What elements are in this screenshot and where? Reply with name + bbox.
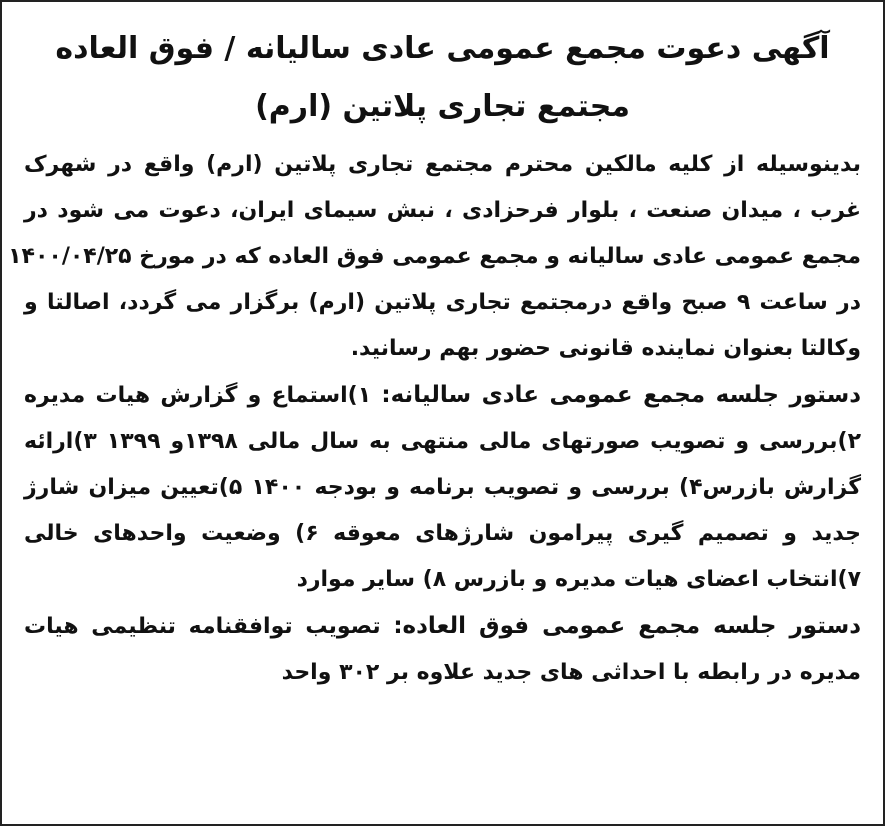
intro-line: در ساعت ۹ صبح واقع درمجتمع تجاری پلاتین (ارم) برگزار می گردد، اصالتا و bbox=[24, 290, 861, 315]
intro-line: وکالتا بعنوان نماینده قانونی حضور بهم رسانید. bbox=[350, 336, 861, 361]
extraordinary-agenda-first-line bbox=[24, 603, 861, 650]
notice-body bbox=[8, 142, 862, 696]
notice-title: آگهی دعوت مجمع عمومی عادی سالیانه / فوق العاده bbox=[55, 31, 830, 66]
ordinary-agenda-first-line bbox=[24, 372, 861, 419]
ordinary-agenda-line: ۲)بررسی و تصویب صورتهای مالی منتهی به سال مالی ۱۳۹۸و ۱۳۹۹ ۳)ارائه bbox=[24, 429, 861, 454]
extraordinary-agenda-line: مدیره در رابطه با احداثی های جدید علاوه بر ۳۰۲ واحد bbox=[281, 660, 861, 685]
intro-line: غرب ، میدان صنعت ، بلوار فرحزادی ، نبش سیمای ایران، دعوت می شود در bbox=[24, 198, 861, 223]
ordinary-agenda-line: ۷)انتخاب اعضای هیات مدیره و بازرس ۸) سایر موارد bbox=[296, 567, 861, 592]
ordinary-agenda-heading: دستور جلسه مجمع عمومی عادی سالیانه: bbox=[381, 382, 861, 408]
notice-subtitle: مجتمع تجاری پلاتین (ارم) bbox=[255, 89, 630, 124]
extraordinary-agenda-heading: دستور جلسه مجمع عمومی فوق العاده: bbox=[393, 613, 862, 639]
extraordinary-agenda-item: تصویب توافقنامه تنظیمی هیات bbox=[24, 614, 381, 639]
intro-line: بدینوسیله از کلیه مالکین محترم مجتمع تجاری پلاتین (ارم) واقع در شهرک bbox=[24, 152, 861, 177]
ordinary-agenda-line: گزارش بازرس۴) بررسی و تصویب برنامه و بودجه ۱۴۰۰ ۵)تعیین میزان شارژ bbox=[24, 475, 861, 500]
ordinary-agenda-item-1: ۱)استماع و گزارش هیات مدیره bbox=[24, 383, 372, 408]
ordinary-agenda-line: جدید و تصمیم گیری پیرامون شارژهای معوقه ۶) وضعیت واحدهای خالی bbox=[24, 521, 861, 546]
intro-line: مجمع عمومی عادی سالیانه و مجمع عمومی فوق العاده که در مورخ ۱۴۰۰/۰۴/۲۵ bbox=[8, 244, 861, 269]
